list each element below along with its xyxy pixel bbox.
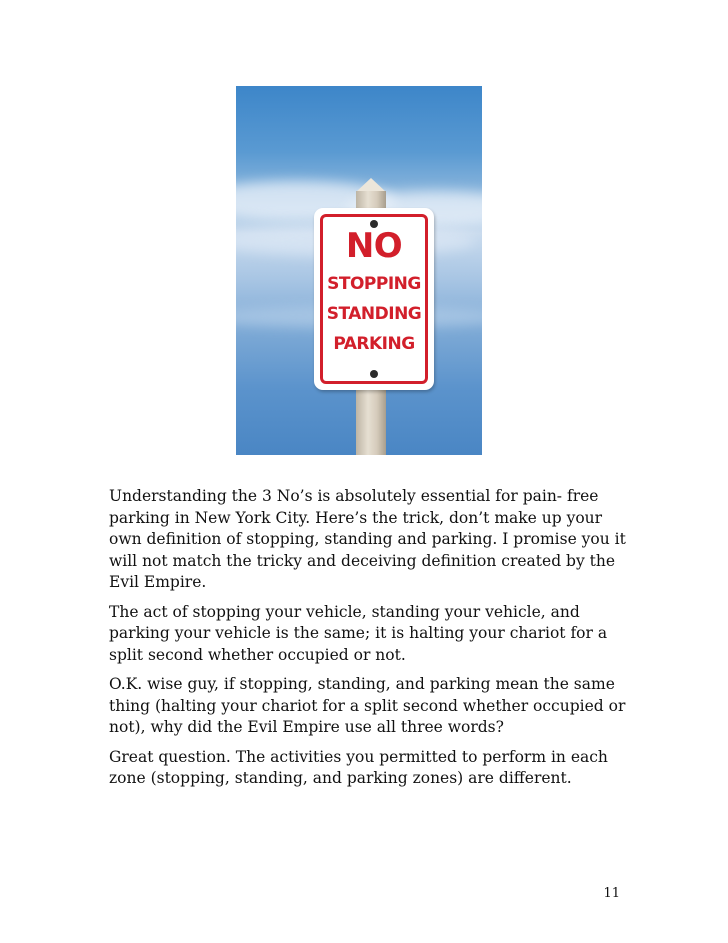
page-number: 11 [603,886,620,901]
sign-line-parking: PARKING [333,334,415,354]
sign-line-stopping: STOPPING [327,274,421,294]
paragraph: O.K. wise guy, if stopping, standing, and parking mean the same thing (halting your chariot for a split second whether occupied or not), why did the Evil Empire use all three words? [109,675,626,736]
bottom-bolt [370,370,378,378]
no-stopping-sign-photo [236,86,482,455]
parking-sign [314,208,434,390]
paragraph: Great question. The activities you permitted to perform in each zone (stopping, standing, and parking zones) are different. [109,747,608,787]
body-text [109,486,629,798]
post-cap [356,178,386,192]
paragraph: The act of stopping your vehicle, standing your vehicle, and parking your vehicle is the same; it is halting your chariot for a split second whether occupied or not. [109,602,608,664]
sign-line-no: NO [345,226,403,266]
paragraph: Understanding the 3 No’s is absolutely essential for pain- free parking in New York City. Here’s the trick, don’t make up your own definition of stopping, standing and parking. I promise you it will not match the tricky and deceiving definition created by the Evil Empire. [109,487,626,591]
sign-line-standing: STANDING [326,304,422,324]
